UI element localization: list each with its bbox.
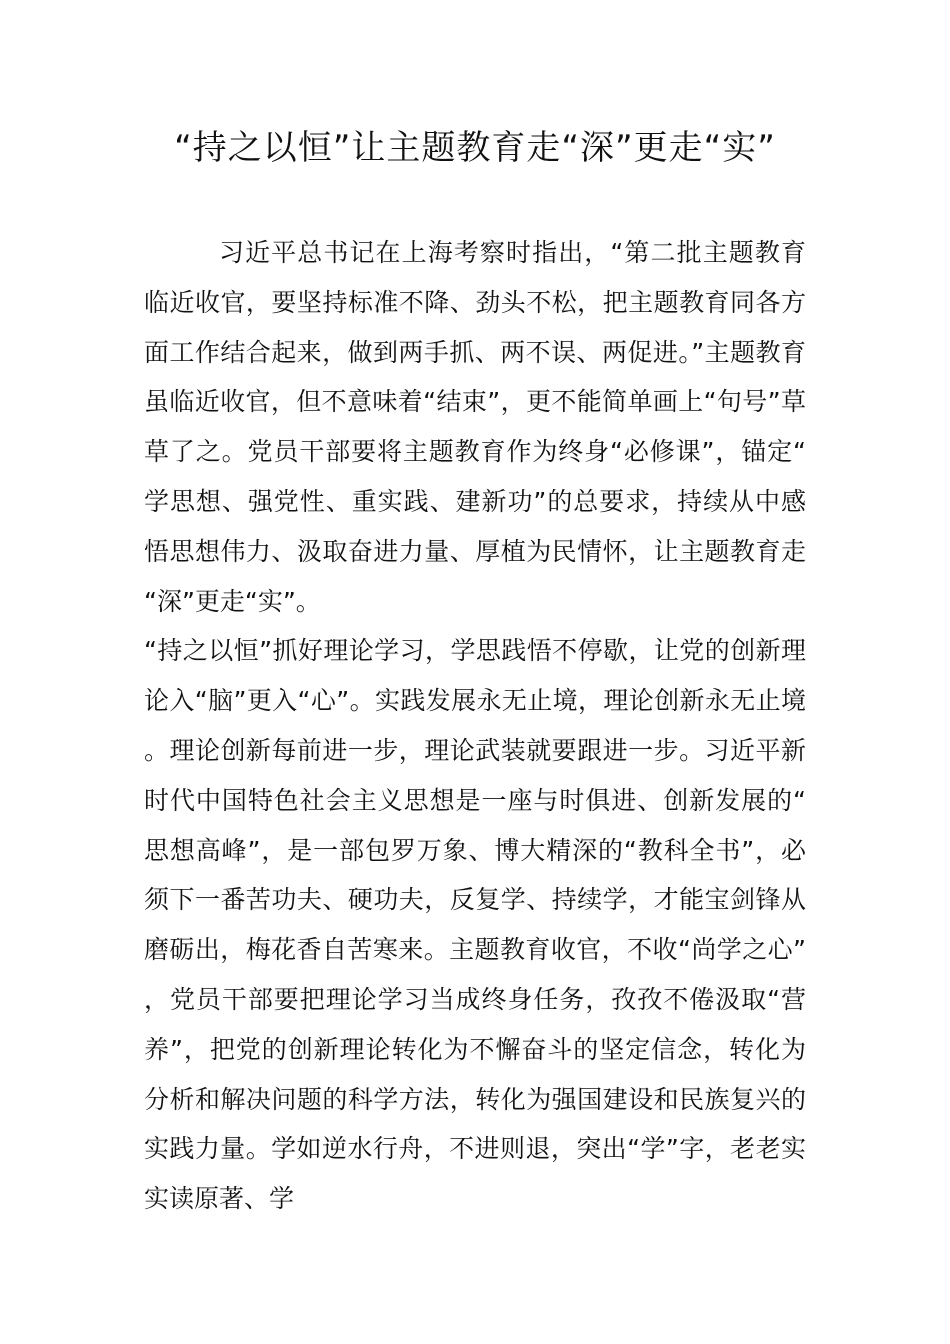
paragraph-1: 习近平总书记在上海考察时指出，“第二批主题教育临近收官，要坚持标准不降、劲头不松，把主题教育同各方面工作结合起来，做到两手抓、两不误、两促进。”主题教育虽临近收官，但不意味着“结束”，更不能简单画上“句号”草草了之。党员干部要将主题教育作为终身“必修课”，锚定“学思想、强党性、重实践、建新功”的总要求，持续从中感悟思想伟力、汲取奋进力量、厚植为民情怀，让主题教育走“深”更走“实”。 bbox=[144, 238, 806, 616]
document-title: “持之以恒”让主题教育走“深”更走“实” bbox=[174, 128, 776, 168]
document-body bbox=[144, 228, 806, 1224]
paragraph-2: “持之以恒”抓好理论学习，学思践悟不停歇，让党的创新理论入“脑”更入“心”。实践发展永无止境，理论创新永无止境。理论创新每前进一步，理论武装就要跟进一步。习近平新时代中国特色社会主义思想是一座与时俱进、创新发展的“思想高峰”，是一部包罗万象、博大精深的“教科全书”，必须下一番苦功夫、硬功夫，反复学、持续学，才能宝剑锋从磨砺出，梅花香自苦寒来。主题教育收官，不收“尚学之心”，党员干部要把理论学习当成终身任务，孜孜不倦汲取“营养”，把党的创新理论转化为不懈奋斗的坚定信念，转化为分析和解决问题的科学方法，转化为强国建设和民族复兴的实践力量。学如逆水行舟，不进则退，突出“学”字，老老实实读原著、学 bbox=[144, 636, 806, 1214]
